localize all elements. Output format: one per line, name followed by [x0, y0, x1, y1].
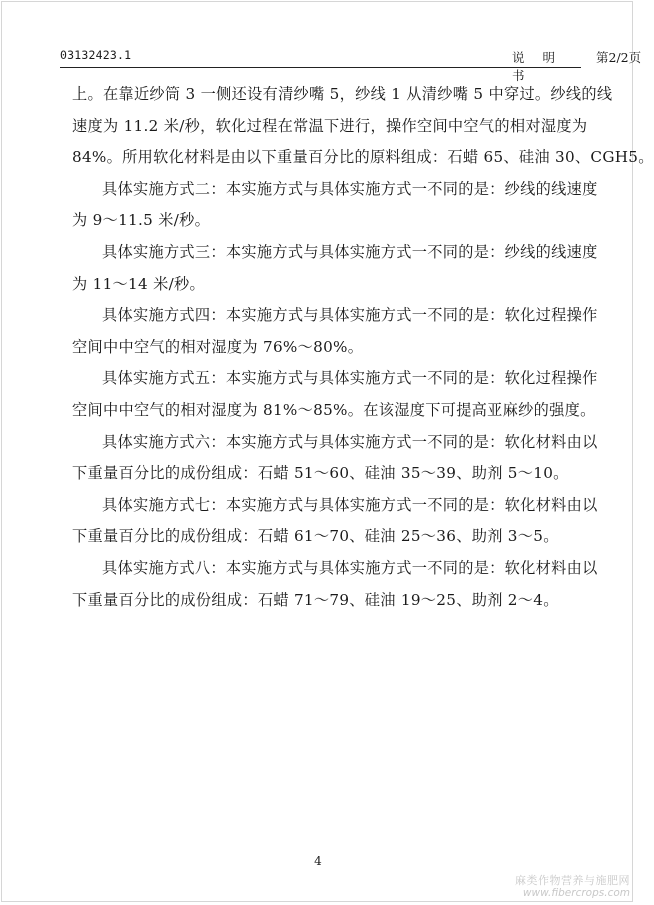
page-indicator: 第2/2页	[596, 50, 642, 65]
paragraph	[72, 177, 598, 240]
text-line: 具体实施方式六：本实施方式与具体实施方式一不同的是：软化材料由以	[102, 432, 598, 451]
paragraph	[72, 430, 598, 493]
paragraph	[72, 82, 654, 177]
text-line: 具体实施方式三：本实施方式与具体实施方式一不同的是：纱线的线速度	[102, 242, 598, 261]
text-line: 具体实施方式五：本实施方式与具体实施方式一不同的是：软化过程操作	[102, 369, 598, 388]
text-line: 空间中中空气的相对湿度为 81%～85%。在该湿度下可提高亚麻纱的强度。	[72, 400, 596, 419]
document-type: 说 明 书	[512, 50, 562, 83]
text-line: 具体实施方式二：本实施方式与具体实施方式一不同的是：纱线的线速度	[102, 179, 598, 198]
paragraph	[72, 240, 598, 303]
paragraph	[72, 366, 598, 429]
text-line: 为 9～11.5 米/秒。	[72, 211, 211, 230]
text-line: 速度为 11.2 米/秒，软化过程在常温下进行，操作空间中空气的相对湿度为	[72, 116, 588, 135]
paragraph	[72, 493, 598, 556]
text-line: 具体实施方式八：本实施方式与具体实施方式一不同的是：软化材料由以	[102, 558, 598, 577]
header-divider	[60, 67, 581, 68]
paragraph	[72, 303, 598, 366]
watermark-site-name: 麻类作物营养与施肥网	[515, 874, 630, 887]
text-line: 空间中中空气的相对湿度为 76%～80%。	[72, 337, 364, 356]
text-line: 上。在靠近纱筒 3 一侧还设有清纱嘴 5，纱线 1 从清纱嘴 5 中穿过。纱线的线	[72, 85, 613, 103]
text-line: 为 11～14 米/秒。	[72, 274, 205, 293]
watermark-site-url: www.fibercrops.com	[522, 887, 630, 899]
document-number: 03132423.1	[60, 48, 132, 62]
watermark	[515, 875, 630, 899]
document-body	[72, 82, 654, 619]
text-line: 84%。所用软化材料是由以下重量百分比的原料组成：石蜡 65、硅油 30、CGH5。	[72, 148, 654, 167]
page-header	[60, 44, 642, 83]
text-line: 下重量百分比的成份组成：石蜡 71～79、硅油 19～25、助剂 2～4。	[72, 590, 559, 609]
text-line: 具体实施方式四：本实施方式与具体实施方式一不同的是：软化过程操作	[102, 306, 598, 325]
text-line: 下重量百分比的成份组成：石蜡 61～70、硅油 25～36、助剂 3～5。	[72, 527, 559, 546]
paragraph	[72, 556, 598, 619]
text-line: 下重量百分比的成份组成：石蜡 51～60、硅油 35～39、助剂 5～10。	[72, 464, 569, 483]
page-number: 4	[314, 854, 322, 868]
text-line: 具体实施方式七：本实施方式与具体实施方式一不同的是：软化材料由以	[102, 495, 598, 514]
